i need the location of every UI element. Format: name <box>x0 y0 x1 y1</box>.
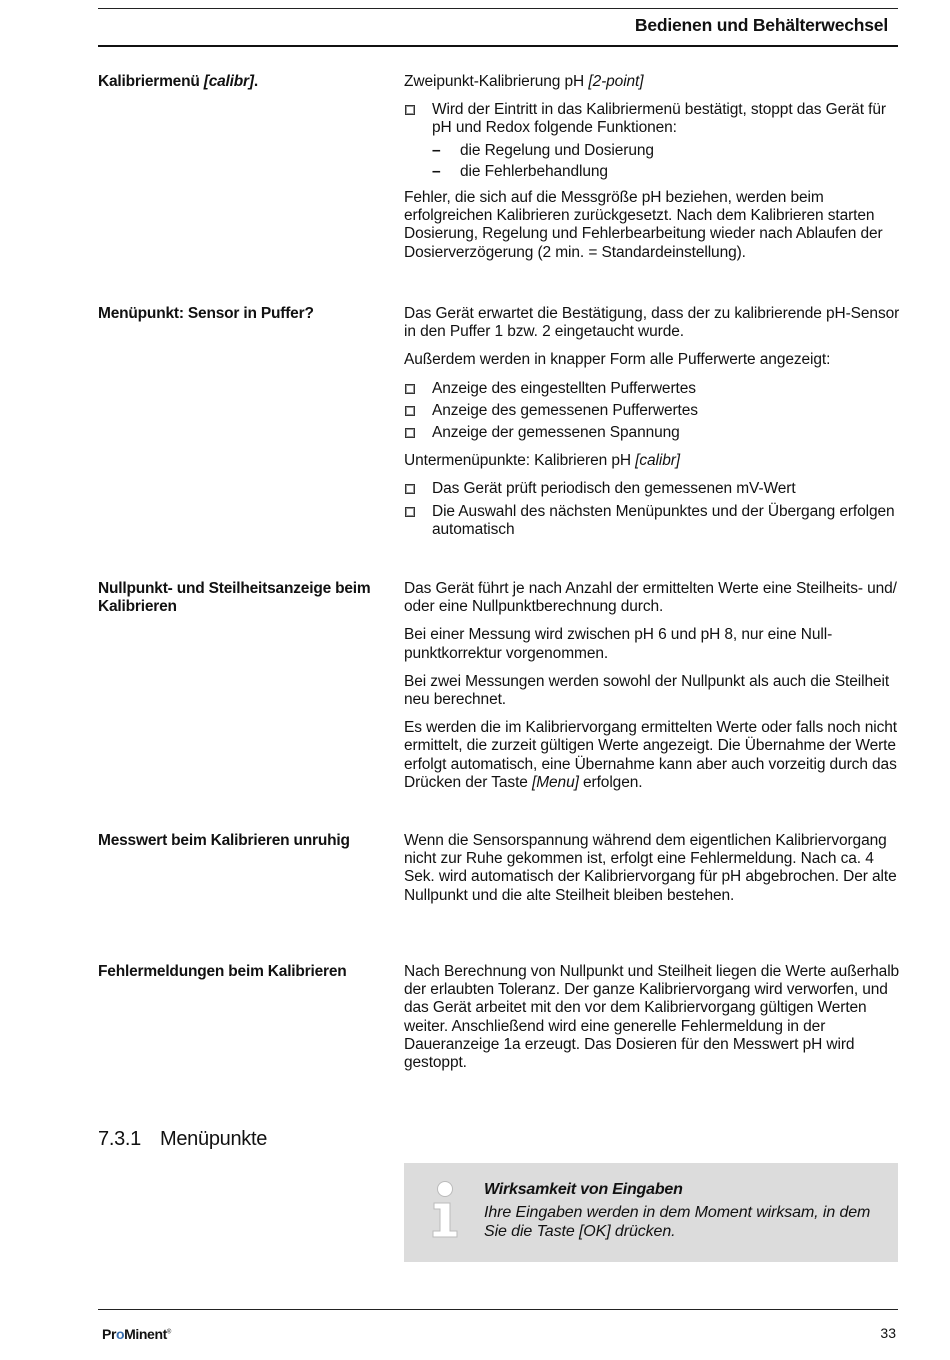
list-item: Anzeige des eingestellten Pufferwertes <box>404 380 900 398</box>
calibr-paragraph: Fehler, die sich auf die Messgröße pH beziehen, werden beim erfolgreichen Kalibrieren zurückgesetzt. Nach dem Kalibrieren starten Dosierung, Regelung und Fehlerbearbeitung wieder nach Ablaufen der Dosierverzögerung (2 min. = Standardeinstellung). <box>404 189 883 261</box>
section-number: 7.3.1 <box>98 1128 141 1150</box>
calibr-label-text: Kalibriermenü <box>98 73 204 90</box>
calibr-dash-list <box>432 142 900 181</box>
footer-rule <box>98 1309 898 1310</box>
brand-part: Pr <box>102 1326 116 1342</box>
list-item: Anzeige der gemessenen Spannung <box>404 424 900 442</box>
calibr-intro <box>404 73 900 91</box>
brand-logo <box>102 1326 171 1342</box>
brand-part: o <box>116 1326 125 1342</box>
list-item: Wird der Eintritt in das Kalibriermenü bestätigt, stoppt das Gerät für pH und Redox folgende Funktionen: <box>404 101 900 137</box>
sensor-buffer-bullets <box>404 380 900 443</box>
info-box-title: Wirksamkeit von Eingaben <box>484 1181 683 1198</box>
calibr-bullets <box>404 101 900 137</box>
sensor-buffer-bullets-2 <box>404 480 900 539</box>
info-box-text: Ihre Eingaben werden in dem Moment wirksam, in dem Sie die Taste [OK] drücken. <box>484 1204 871 1240</box>
zero-slope-p4-end: erfolgen. <box>578 773 643 791</box>
unstable-content <box>404 832 900 915</box>
list-item: – die Regelung und Dosierung <box>432 142 900 160</box>
info-box <box>404 1163 898 1262</box>
calibr-intro-code: [2-point] <box>588 73 644 90</box>
info-icon <box>428 1181 462 1239</box>
zero-slope-p4-text: Es werden die im Kalibriervorgang ermittelten Werte oder falls noch nicht ermittelt, die zurzeit gültigen Werte angezeigt. Die Übernahme der Werte erfolgt automatisch, eine Übernahme kann aber auch vorzeitig durch das Drücken der Taste <box>404 719 897 791</box>
sensor-buffer-p1: Das Gerät erwartet die Bestätigung, dass der zu kalibrierende pH-Sensor in den Puffer 1 bzw. 2 eingetaucht wurde. <box>404 305 900 341</box>
zero-slope-p3: Bei zwei Messungen werden sowohl der Nullpunkt als auch die Steilheit neu berechnet. <box>404 672 890 709</box>
list-item: – die Fehlerbehandlung <box>432 163 900 181</box>
list-item: Die Auswahl des nächsten Menüpunktes und der Übergang erfolgen automatisch <box>404 503 900 539</box>
errors-label: Fehlermeldungen beim Kalibrieren <box>98 963 347 980</box>
header-top-rule <box>98 8 898 9</box>
sensor-buffer-p3-text: Untermenüpunkte: Kalibrieren pH <box>404 452 636 470</box>
zero-slope-label: Nullpunkt- und Steilheitsanzeige beim Kalibrieren <box>98 580 371 615</box>
zero-slope-p4 <box>404 719 900 792</box>
list-item: Anzeige des gemessenen Pufferwertes <box>404 402 900 420</box>
sensor-buffer-content <box>404 305 900 549</box>
brand-part: Minent <box>124 1326 167 1342</box>
errors-content <box>404 963 900 1082</box>
chapter-title: Bedienen und Behälterwechsel <box>634 15 888 35</box>
calibr-label-end: . <box>253 73 258 90</box>
page-number: 33 <box>880 1325 896 1341</box>
zero-slope-p4-code: [Menu] <box>532 773 579 791</box>
zero-slope-p1: Das Gerät führt je nach Anzahl der ermittelten Werte eine Steilheits- und/ oder eine Nullpunktberechnung durch. <box>404 580 897 616</box>
section-title: Menüpunkte <box>160 1128 268 1150</box>
zero-slope-content <box>404 580 900 802</box>
header-bottom-rule <box>98 45 898 47</box>
calibr-label-code: [calibr] <box>203 73 254 90</box>
sensor-buffer-label: Menüpunkt: Sensor in Puffer? <box>98 305 314 322</box>
errors-p1: Nach Berechnung von Nullpunkt und Steilheit liegen die Werte außerhalb der erlaubten Toleranz. Der ganze Kalibriervorgang wird verworfen, und das Gerät arbeitet mit den vor dem Kalibriervorgang gültigen Werten weiter. Anschließend wird eine generelle Fehlermeldung in der Daueranzeige 1a erzeugt. Das Dosieren für den Messwert pH wird gestoppt. <box>404 963 900 1072</box>
list-item: Das Gerät prüft periodisch den gemessenen mV-Wert <box>404 480 900 498</box>
section-heading <box>98 1128 267 1151</box>
brand-registered-mark: ® <box>166 1329 171 1336</box>
unstable-p1: Wenn die Sensorspannung während dem eigentlichen Kalibriervorgang nicht zur Ruhe gekommen ist, erfolgt eine Fehlermeldung. Nach ca. 4 Sek. wird automatisch der Kalibriervorgang für pH abgebrochen. Der alte Nullpunkt und die alte Steilheit bleiben bestehen. <box>404 832 897 904</box>
sensor-buffer-p3 <box>404 452 900 470</box>
unstable-label: Messwert beim Kalibrieren unruhig <box>98 832 350 849</box>
calibr-menu-content <box>404 73 900 272</box>
zero-slope-p2: Bei einer Messung wird zwischen pH 6 und pH 8, nur eine Nullpunktkorrektur vorgenommen. <box>404 626 833 662</box>
sensor-buffer-p3-code: [calibr] <box>635 452 681 470</box>
sensor-buffer-p2: Außerdem werden in knapper Form alle Pufferwerte angezeigt: <box>404 351 831 369</box>
calibr-intro-text: Zweipunkt-Kalibrierung pH <box>404 73 589 90</box>
calibr-menu-label <box>98 73 388 91</box>
